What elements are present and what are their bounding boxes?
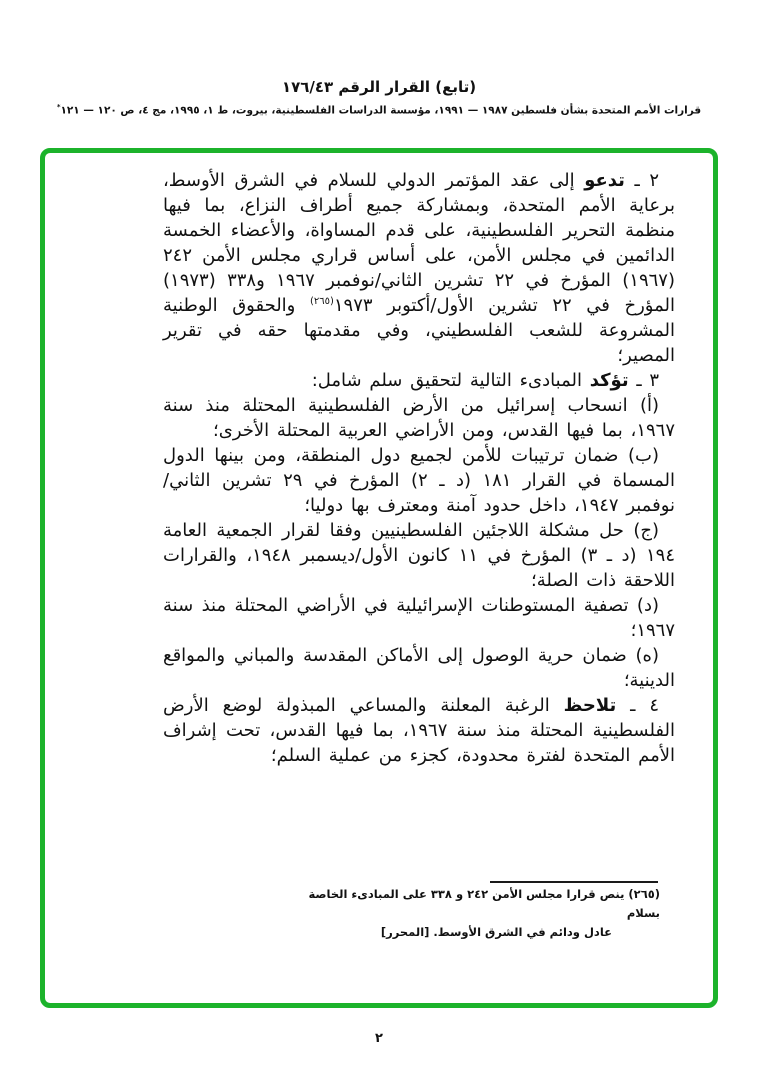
footnote-reference: (٢٦٥) <box>309 296 334 307</box>
paragraph: ٢ ـ تدعو إلى عقد المؤتمر الدولي للسلام في الشرق الأوسط، برعاية الأمم المتحدة، وبمشاركة جميع أطراف النزاع، بما فيها منظمة التحرير الفلسطينية، على قدم المساواة، والأعضاء الخمسة الدائمين في مجلس الأمن، على أساس قراري مجلس الأمن ٢٤٢ (١٩٦٧) المؤرخ في ٢٢ تشرين الثاني/نوفمبر ١٩٦٧ و٣٣٨ (١٩٧٣) المؤرخ في ٢٢ تشرين الأول/أكتوبر ١٩٧٣$^{(٢٦٥)}$ والحقوق الوطنية المشروعة للشعب الفلسطيني، وفي مقدمتها حقه في تقرير المصير؛ <box>163 170 675 366</box>
footnote-line: عادل ودائم في الشرق الأوسط. [المحرر] <box>380 925 612 939</box>
footnote-divider <box>490 881 658 883</box>
source-citation-text: قرارات الأمم المتحدة بشأن فلسطين ١٩٨٧ — ١٩٩١، مؤسسة الدراسات الفلسطينية، بيروت، ط ١، ١٩٩٥، مج ٤، ص ١٢٠ — ١٢١ <box>60 104 702 117</box>
paragraph: (ج) حل مشكلة اللاجئين الفلسطينيين وفقا لقرار الجمعية العامة ١٩٤ (د ـ ٣) المؤرخ في ١١ كانون الأول/ديسمبر ١٩٤٨، والقرارات اللاحقة ذات الصلة؛ <box>163 520 676 591</box>
paragraph: (ه) ضمان حرية الوصول إلى الأماكن المقدسة والمباني والمواقع الدينية؛ <box>163 645 675 691</box>
footnote-text <box>288 885 660 942</box>
paragraph: (ب) ضمان ترتيبات للأمن لجميع دول المنطقة، ومن بينها الدول المسماة في القرار ١٨١ (د ـ ٢) المؤرخ في ٢٩ تشرين الثاني/نوفمبر ١٩٤٧، داخل حدود آمنة ومعترف بها دوليا؛ <box>163 445 676 516</box>
source-footnote-marker: * <box>56 103 61 111</box>
document-body <box>163 168 675 768</box>
paragraph: ٣ ـ تؤكد المبادىء التالية لتحقيق سلم شامل: <box>311 370 659 391</box>
paragraph: (أ) انسحاب إسرائيل من الأرض الفلسطينية المحتلة منذ سنة ١٩٦٧، بما فيها القدس، ومن الأراضي العربية المحتلة الأخرى؛ <box>163 395 675 441</box>
resolution-title: (تابع) القرار الرقم ١٧٦/٤٣ <box>281 78 477 96</box>
footnote-line: (٢٦٥) ينص قرارا مجلس الأمن ٢٤٢ و ٣٣٨ على المبادىء الخاصة بسلام <box>308 887 660 920</box>
paragraph: (د) تصفية المستوطنات الإسرائيلية في الأراضي المحتلة منذ سنة ١٩٦٧؛ <box>163 595 675 641</box>
page-number: ٢ <box>375 1031 383 1046</box>
source-citation <box>0 103 758 117</box>
paragraph: ٤ ـ تلاحظ الرغبة المعلنة والمساعي المبذولة لوضع الأرض الفلسطينية المحتلة منذ سنة ١٩٦٧، بما فيها القدس، تحت إشراف الأمم المتحدة لفترة محدودة، كجزء من عملية السلم؛ <box>163 695 675 766</box>
